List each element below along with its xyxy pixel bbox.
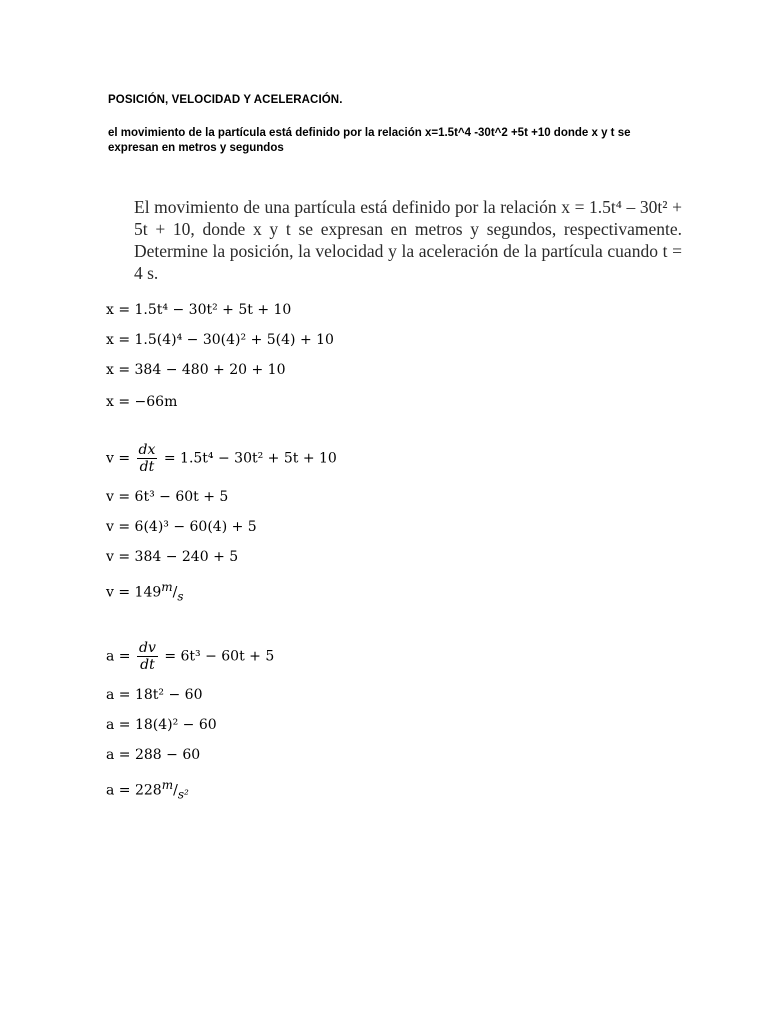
velocity-derivative bbox=[106, 442, 337, 475]
problem-statement: el movimiento de la partícula está definido por la relación x=1.5t^4 -30t^2 +5t +10 donde x y t se expresan en metros y segundos bbox=[108, 127, 631, 154]
acceleration-result-value: a = 228 bbox=[106, 782, 162, 799]
acceleration-fraction-denominator: dt bbox=[140, 657, 155, 673]
velocity-derivative-rhs: = 1.5t⁴ − 30t² + 5t + 10 bbox=[163, 450, 337, 467]
position-equation-2: x = 1.5(4)⁴ − 30(4)² + 5(4) + 10 bbox=[106, 332, 334, 348]
velocity-fraction-denominator: dt bbox=[139, 459, 155, 475]
position-result: x = −66m bbox=[106, 394, 178, 410]
velocity-derivative-lhs: v = bbox=[106, 450, 131, 467]
page-title: POSICIÓN, VELOCIDAD Y ACELERACIÓN. bbox=[108, 94, 343, 106]
velocity-equation-2: v = 6(4)³ − 60(4) + 5 bbox=[106, 519, 257, 535]
acceleration-equation-3: a = 288 − 60 bbox=[106, 747, 201, 763]
position-equation-1: x = 1.5t⁴ − 30t² + 5t + 10 bbox=[106, 302, 292, 318]
velocity-result: $v = 149^m/_s$ bbox=[106, 580, 184, 604]
acceleration-fraction-numerator: dv bbox=[138, 640, 156, 656]
velocity-equation-3: v = 384 − 240 + 5 bbox=[106, 549, 239, 565]
textbook-problem-excerpt: El movimiento de una partícula está definido por la relación x = 1.5t⁴ – 30t² + 5t + 10, donde x y t se expresan en metros y segundos, respectivamente. Determine la posición, la velocidad y la aceleración de la partícula cuando t = 4 s. bbox=[134, 197, 682, 283]
acceleration-derivative bbox=[106, 640, 274, 673]
acceleration-equation-1: a = 18t² − 60 bbox=[106, 687, 203, 703]
acceleration-derivative-fraction bbox=[137, 640, 158, 673]
acceleration-derivative-lhs: a = bbox=[106, 648, 131, 665]
velocity-fraction-numerator: dx bbox=[138, 442, 156, 458]
acceleration-derivative-rhs: = 6t³ − 60t + 5 bbox=[164, 648, 275, 665]
velocity-equation-1: v = 6t³ − 60t + 5 bbox=[106, 489, 229, 505]
acceleration-result: $a = 228^m/_{s^2}$ bbox=[106, 778, 189, 802]
position-equation-3: x = 384 − 480 + 20 + 10 bbox=[106, 362, 286, 378]
acceleration-unit-denominator: s² bbox=[177, 787, 189, 802]
velocity-result-value: v = 149 bbox=[106, 584, 162, 601]
acceleration-equation-2: a = 18(4)² − 60 bbox=[106, 717, 217, 733]
velocity-unit-numerator: m bbox=[161, 580, 173, 594]
velocity-unit-denominator: s bbox=[177, 589, 184, 604]
velocity-derivative-fraction bbox=[137, 442, 158, 475]
acceleration-unit-numerator: m bbox=[161, 778, 174, 792]
